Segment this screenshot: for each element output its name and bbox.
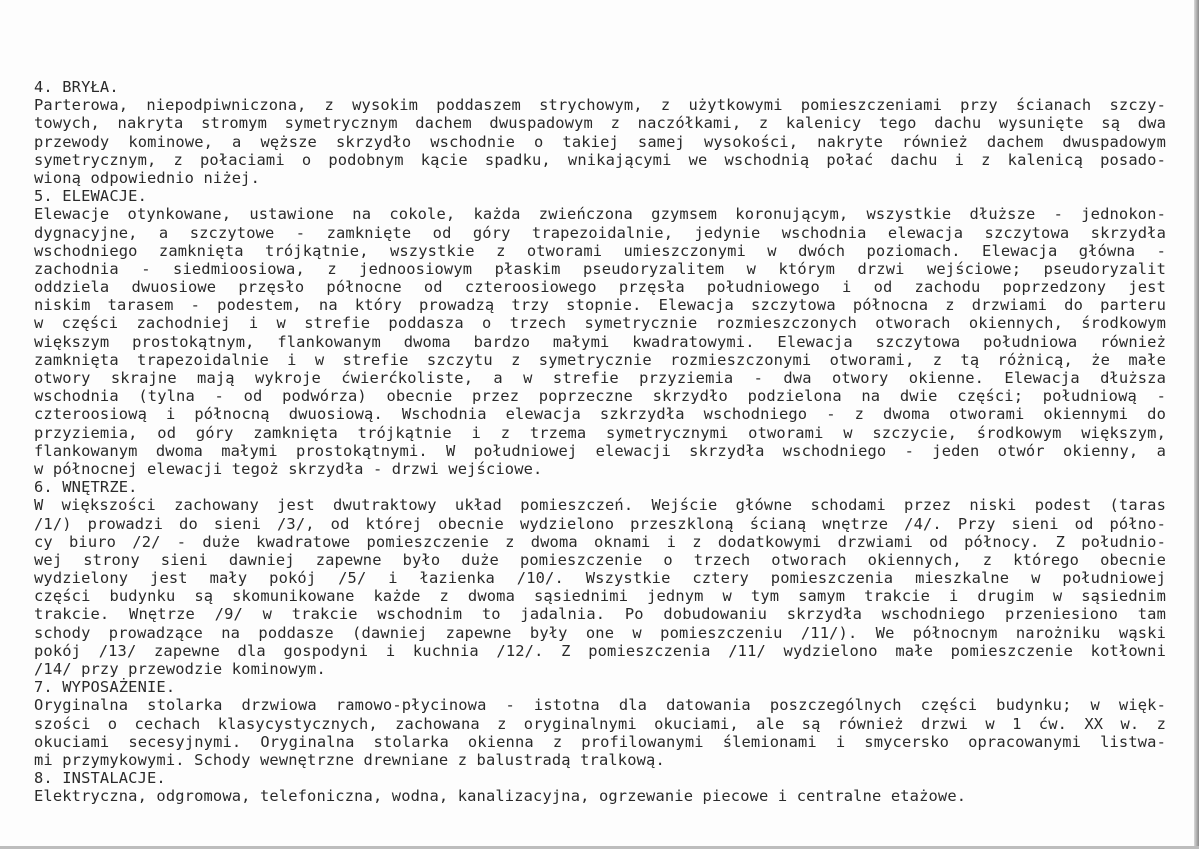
text-line: Parterowa, niepodpiwniczona, z wysokim poddaszem strychowym, z użytkowymi pomieszczeniami przy ścianach szczy-: [34, 96, 1166, 115]
text-line: flankowanym dwoma małymi prostokątnymi. W południowej elewacji skrzydła wschodniego - jeden otwór okienny, a: [34, 441, 1166, 460]
text-line: części budynku są skomunikowane każde z dwoma sąsiednimi jednym w tym samym trakcie i drugim w sąsiednim: [34, 587, 1166, 606]
section-heading: 6. WNĘTRZE.: [34, 478, 138, 497]
text-line: oddziela dwuosiowe przęsło północne od czteroosiowego przęsła południowego i od zachodu poprzedzony jest: [34, 278, 1166, 297]
text-line: zachodnia - siedmioosiowa, z jednoosiowym płaskim pseudoryzalitem w którym drzwi wejściowe; pseudoryzalit: [34, 259, 1166, 278]
text-line: Elektryczna, odgromowa, telefoniczna, wodna, kanalizacyjna, ogrzewanie piecowe i centralne etażowe.: [34, 787, 967, 806]
text-line: otwory skrajne mają wykroje ćwierćkoliste, a w strefie przyziemia - dwa otwory okienne. Elewacja dłuższa: [34, 369, 1166, 387]
text-line: przyziemia, od góry zamknięta trójkątnie i z trzema symetrycznymi otworami w szczycie, środkowym większym,: [34, 423, 1166, 442]
text-line: cy biuro /2/ - duże kwadratowe pomieszczenie z dwoma oknami i z dodatkowymi drzwiami od północy. Z południo-: [34, 532, 1166, 551]
text-line: /14/ przy przewodzie kominowym.: [34, 660, 326, 678]
text-line: trakcie. Wnętrze /9/ w trakcie wschodnim to jadalnia. Po dobudowaniu skrzydła wschodniego przeniesiono tam: [34, 605, 1166, 624]
text-line: Oryginalna stolarka drzwiowa ramowo-płycinowa - istotna dla datowania poszczególnych części budynku; w więk-: [34, 696, 1166, 715]
text-line: Elewacje otynkowane, ustawione na cokole, każda zwieńczona gzymsem koronującym, wszystkie dłuższe - jednokon-: [34, 205, 1166, 224]
text-line: towych, nakryta stromym symetrycznym dachem dwuspadowym z naczółkami, z kalenicy tego dachu wysunięte są dwa: [34, 114, 1166, 133]
section-heading: 8. INSTALACJE.: [34, 769, 166, 788]
text-line: niskim tarasem - podestem, na który prowadzą trzy stopnie. Elewacja szczytowa północna z drzwiami do parteru: [34, 296, 1166, 315]
section-heading: 5. ELEWACJE.: [34, 187, 147, 206]
text-line: wej strony sieni dawniej zapewne było duże pomieszczenie o trzech otworach okiennych, z którego obecnie: [34, 550, 1166, 569]
text-line: wschodnia (tylna - od podwórza) obecnie przez poprzeczne skrzydło podzielona na dwie części; południową -: [34, 387, 1166, 406]
text-line: W większości zachowany jest dwutraktowy układ pomieszczeń. Wejście główne schodami przez niski podest (taras: [34, 496, 1166, 515]
text-line: szości o cechach klasycystycznych, zachowana z oryginalnymi okuciami, ale są również drzwi w 1 ćw. XX w. z: [34, 714, 1166, 733]
text-line: symetrycznym, z połaciami o podobnym kącie spadku, wnikającymi we wschodnią połać dachu i z kalenicą posado-: [34, 150, 1166, 169]
text-line: /1/) prowadzi do sieni /3/, od której obecnie wydzielono przeszkloną ścianą wnętrze /4/. Przy sieni od półno-: [34, 514, 1166, 533]
text-line: przewody kominowe, a węższe skrzydło wschodnie o takiej samej wysokości, nakryte również dachem dwuspadowym: [34, 132, 1166, 151]
text-line: schody prowadzące na poddasze (dawniej zapewne były one w pomieszczeniu /11/). We północnym narożniku wąski: [34, 623, 1166, 642]
page-edge-shadow: [1194, 0, 1199, 849]
text-line: w północnej elewacji tegoż skrzydła - drzwi wejściowe.: [34, 459, 543, 478]
text-line: wydzielony jest mały pokój /5/ i łazienka /10/. Wszystkie cztery pomieszczenia mieszkalne w południowej: [34, 569, 1166, 588]
section-heading: 7. WYPOSAŻENIE.: [34, 678, 176, 697]
text-line: większym prostokątnym, flankowanym dwoma bardzo małymi kwadratowymi. Elewacja szczytowa południowa również: [34, 332, 1166, 351]
text-line: wioną odpowiednio niżej.: [34, 168, 260, 187]
section-heading: 4. BRYŁA.: [34, 78, 119, 96]
document-body: [34, 78, 1166, 806]
text-line: dygnacyjne, a szczytowe - zamknięte od góry trapezoidalnie, jedynie wschodnia elewacja szczytowa skrzydła: [34, 223, 1166, 242]
text-line: czteroosiową i północną dwuosiową. Wschodnia elewacja szkrzydła wschodniego - z dwoma otworami okiennymi do: [34, 405, 1166, 424]
text-line: mi przymykowymi. Schody wewnętrzne drewniane z balustradą tralkową.: [34, 750, 665, 769]
text-line: okuciami secesyjnymi. Oryginalna stolarka okienna z profilowanymi ślemionami i smycersko opracowanymi listwa-: [34, 732, 1166, 751]
text-line: pokój /13/ zapewne dla gospodyni i kuchnia /12/. Z pomieszczenia /11/ wydzielono małe pomieszczenie kotłowni: [34, 641, 1166, 660]
text-line: zamknięta trapezoidalnie i w strefie szczytu z symetrycznie rozmieszczonymi otworami, z tą różnicą, że małe: [34, 350, 1166, 369]
text-line: w części zachodniej i w strefie poddasza o trzech symetrycznie rozmieszczonych otworach okiennych, środkowym: [34, 314, 1166, 333]
text-line: wschodniego zamknięta trójkątnie, wszystkie z otworami umieszczonymi w dwóch poziomach. Elewacja główna -: [34, 241, 1166, 260]
